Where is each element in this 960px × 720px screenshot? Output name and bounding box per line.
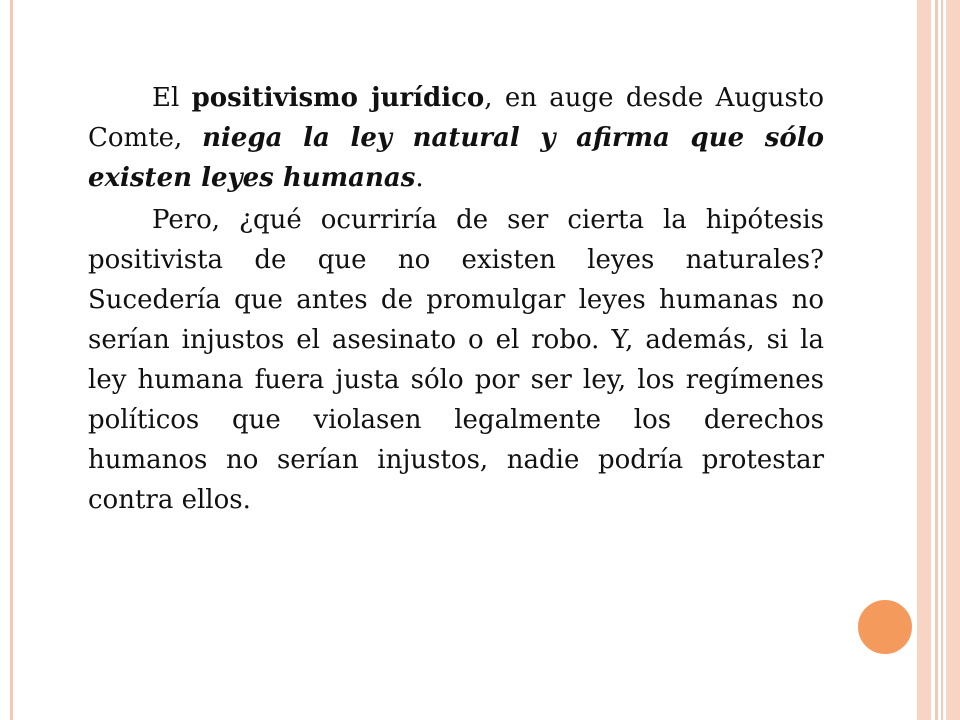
paragraph-hypothesis: Pero, ¿qué ocurriría de ser cierta la hipótesis positivista de que no existen leyes naturales? Sucedería que antes de promulgar leyes humanas no serían injustos el asesinato o el robo. Y, además, si la ley humana fuera justa sólo por ser ley, los regímenes políticos que violasen legalmente los derechos humanos no serían injustos, nadie podría protestar contra ellos. [88,205,824,515]
paragraph1-end: . [415,163,424,193]
right-border-stripe [935,0,938,720]
paragraph1-intro: El [152,83,192,113]
slide-body-text [88,78,824,520]
left-border-stripe [10,0,13,720]
term-positivismo-juridico: positivismo jurídico [191,83,485,113]
paragraph1-middle: , en auge desde Augusto Comte, [88,83,824,153]
paragraph-positivism [88,78,824,198]
right-border-gap [931,0,946,720]
orange-circle-decoration [855,597,915,657]
right-border-stripe [941,0,943,720]
claim-emphasis: niega la ley natural y afirma que sólo existen leyes humanas [88,123,824,193]
